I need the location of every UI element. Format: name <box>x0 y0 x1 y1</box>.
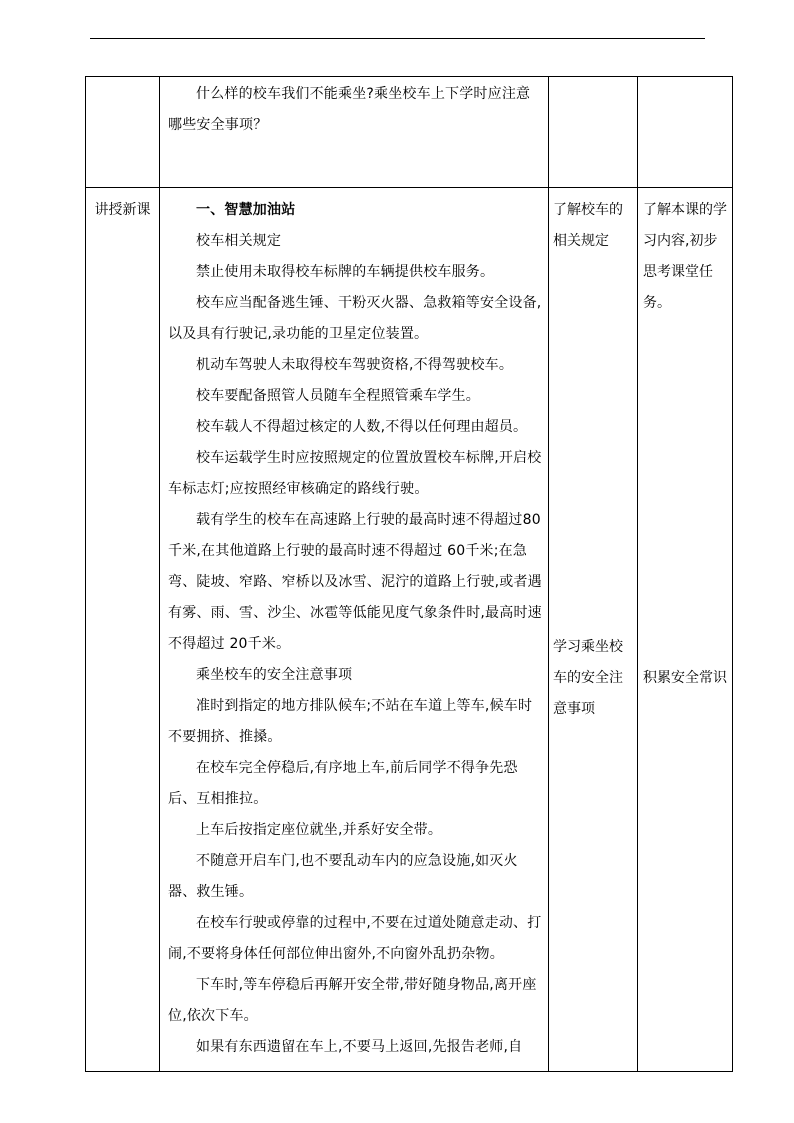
paragraph: 禁止使用未取得校车标牌的车辆提供校车服务。 <box>196 264 495 280</box>
paragraph: 下车时,等车停稳后再解开安全带,带好随身物品,离开座位,依次下车。 <box>168 977 537 1024</box>
intent-note: 学习乘坐校车的安全注意事项 <box>553 639 623 717</box>
intro-question: 什么样的校车我们不能乘坐?乘坐校车上下学时应注意哪些安全事项？ <box>168 86 531 133</box>
paragraph: 在校车完全停稳后,有序地上车,前后同学不得争先恐后、互相推拉。 <box>168 760 518 807</box>
goal-cell-empty <box>638 77 733 188</box>
intent-cell <box>549 188 638 1072</box>
paragraph: 乘坐校车的安全注意事项 <box>196 667 353 683</box>
paragraph: 不随意开启车门,也不要乱动车内的应急设施,如灭火器、救生锤。 <box>168 853 518 900</box>
content-cell-main <box>160 188 549 1072</box>
stage-label: 讲授新课 <box>94 202 151 218</box>
spacer <box>553 257 633 632</box>
paragraph: 校车应当配备逃生锤、干粉灭火器、急救箱等安全设备,以及具有行驶记,录功能的卫星定位装置。 <box>168 295 542 342</box>
header-rule <box>90 38 705 39</box>
paragraph: 校车运载学生时应按照规定的位置放置校车标牌,开启校车标志灯;应按照经审核确定的路线行驶。 <box>168 450 542 497</box>
intent-note: 了解校车的相关规定 <box>553 202 623 249</box>
paragraph: 校车载人不得超过核定的人数,不得以任何理由超员。 <box>196 419 528 435</box>
intent-cell-empty <box>549 77 638 188</box>
paragraph: 校车要配备照管人员随车全程照管乘车学生。 <box>196 388 480 404</box>
paragraph: 在校车行驶或停靠的过程中,不要在过道处随意走动、打闹,不要将身体任何部位伸出窗外,不向窗外乱扔杂物。 <box>168 915 542 962</box>
goal-note: 积累安全常识 <box>643 670 727 686</box>
lesson-plan-table <box>85 76 733 1072</box>
paragraph: 校车相关规定 <box>196 233 282 249</box>
goal-note: 了解本课的学习内容,初步思考课堂任务。 <box>643 202 727 311</box>
section-heading: 一、智慧加油站 <box>196 202 296 218</box>
spacer <box>643 319 729 663</box>
stage-cell-empty <box>86 77 160 188</box>
paragraph: 准时到指定的地方排队候车;不站在车道上等车,候车时不要拥挤、推搡。 <box>168 698 533 745</box>
content-cell-intro <box>160 77 549 188</box>
table-row-main <box>86 188 733 1072</box>
paragraph: 上车后按指定座位就坐,并系好安全带。 <box>196 822 443 838</box>
stage-cell <box>86 188 160 1072</box>
table-row-intro <box>86 77 733 188</box>
paragraph: 机动车驾驶人未取得校车驾驶资格,不得驾驶校车。 <box>196 357 514 373</box>
paragraph: 如果有东西遗留在车上,不要马上返回,先报告老师,自 <box>196 1039 523 1055</box>
paragraph: 载有学生的校车在高速路上行驶的最高时速不得超过80千米,在其他道路上行驶的最高时速不得超过 60千米;在急弯、陡坡、窄路、窄桥以及冰雪、泥泞的道路上行驶,或者遇有雾、雨、雪、沙尘、冰雹等低能见度气象条件时,最高时速不得超过 20千米。 <box>168 512 542 652</box>
goal-cell <box>638 188 733 1072</box>
